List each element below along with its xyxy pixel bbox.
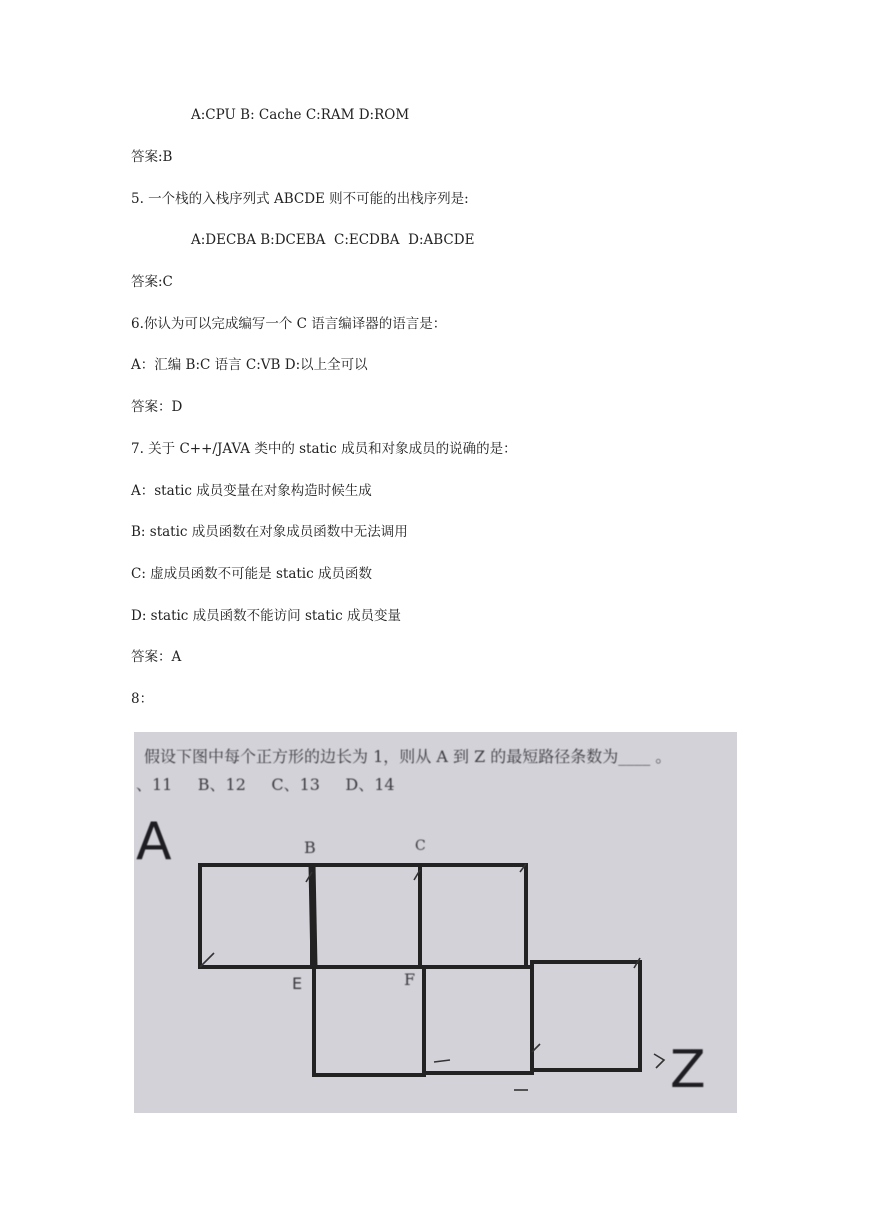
grid-square-bottom-3: [532, 962, 640, 1070]
question-7-option-b: B: static 成员函数在对象成员函数中无法调用: [131, 524, 408, 540]
question-4-answer: 答案:B: [131, 149, 173, 165]
question-7-answer: 答案：A: [131, 649, 182, 665]
grid-square-top-3: [420, 865, 526, 967]
photo-options-text: 、11 B、12 C、13 D、14: [136, 775, 395, 794]
question-5-text: 5. 一个栈的入栈序列式 ABCDE 则不可能的出栈序列是:: [131, 191, 469, 207]
photo-question-text: 假设下图中每个正方形的边长为 1，则从 A 到 Z 的最短路径条数为____ 。: [144, 747, 672, 766]
question-4-options: A:CPU B: Cache C:RAM D:ROM: [191, 107, 410, 123]
grid-square-top-2: [312, 865, 420, 967]
grid-square-bottom-2: [424, 967, 532, 1073]
node-label-F: F: [404, 970, 416, 989]
arrow-mark: [434, 1060, 450, 1062]
thick-edge-B-E: [312, 865, 314, 967]
question-7-text: 7. 关于 C++/JAVA 类中的 static 成员和对象成员的说确的是：: [131, 441, 517, 457]
node-label-B: B: [304, 838, 316, 857]
question-7-option-a: A：static 成员变量在对象构造时候生成: [131, 483, 372, 499]
question-7-option-d: D: static 成员函数不能访问 static 成员变量: [131, 608, 401, 624]
label-A: A: [136, 812, 172, 872]
node-label-C: C: [415, 838, 426, 854]
question-5-answer: 答案:C: [131, 274, 173, 290]
grid-square-top-1: [200, 865, 312, 967]
question-6-answer: 答案：D: [131, 399, 183, 415]
question-7-option-c: C: 虚成员函数不可能是 static 成员函数: [131, 566, 372, 582]
question-8-photo: [134, 732, 737, 1113]
grid-diagram: [134, 732, 737, 1113]
node-label-E: E: [292, 974, 303, 993]
question-5-options: A:DECBA B:DCEBA C:ECDBA D:ABCDE: [191, 232, 475, 248]
arrow-mark: [200, 953, 214, 967]
label-Z: Z: [670, 1040, 706, 1100]
question-6-options: A：汇编 B:C 语言 C:VB D:以上全可以: [131, 357, 368, 373]
question-8-label: 8：: [131, 691, 154, 707]
question-6-text: 6.你认为可以完成编写一个 C 语言编译器的语言是：: [131, 316, 447, 332]
arrow-mark: [654, 1054, 664, 1068]
